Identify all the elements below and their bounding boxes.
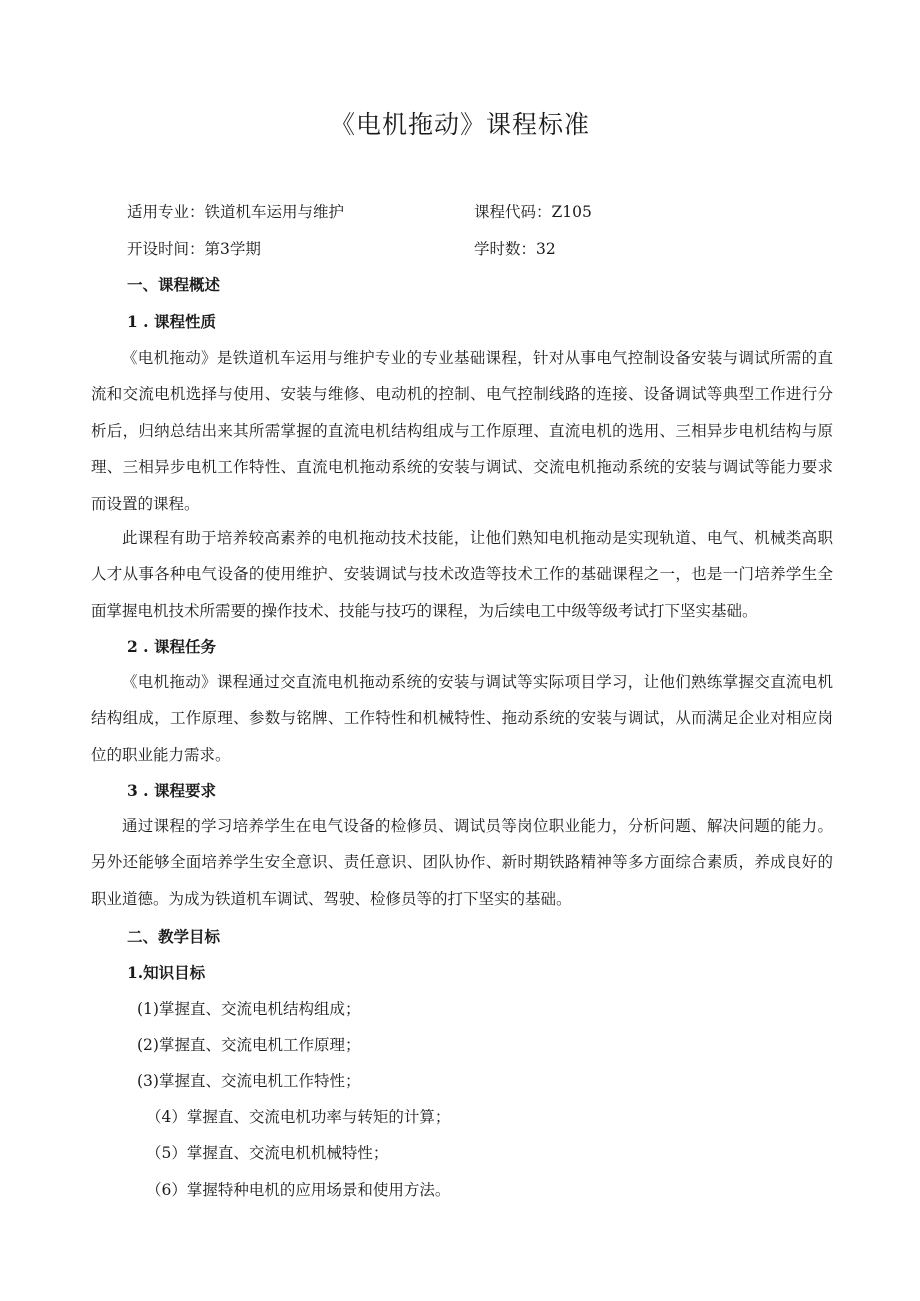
knowledge-goal-item: （6）掌握特种电机的应用场景和使用方法。	[146, 1181, 451, 1199]
subsection-1-1-heading: 1 . 课程性质	[127, 312, 216, 331]
knowledge-goal-item: (1)掌握直、交流电机结构组成；	[137, 1000, 361, 1018]
knowledge-goal-item: (3)掌握直、交流电机工作特性；	[137, 1072, 361, 1090]
major-label: 适用专业：铁道机车运用与维护	[127, 203, 345, 221]
document-title: 《电机拖动》课程标准	[329, 110, 590, 139]
meta-row-2	[127, 236, 827, 262]
meta-row-1	[127, 199, 827, 225]
knowledge-goal-item: (2)掌握直、交流电机工作原理；	[137, 1036, 361, 1054]
term-label: 开设时间：第3学期	[127, 240, 261, 258]
course-code-label: 课程代码：Z105	[474, 203, 592, 221]
course-requirement-paragraph: 通过课程的学习培养学生在电气设备的检修员、调试员等岗位职业能力，分析问题、解决问题的能力。另外还能够全面培养学生安全意识、责任意识、团队协作、新时期铁路精神等多方面综合素质，养成良好的职业道德。为成为铁道机车调试、驾驶、检修员等的打下坚实的基础。	[91, 817, 833, 908]
section-1-heading: 一、课程概述	[127, 275, 221, 294]
course-nature-paragraph: 《电机拖动》是铁道机车运用与维护专业的专业基础课程，针对从事电气控制设备安装与调试所需的直流和交流电机选择与使用、安装与维修、电动机的控制、电气控制线路的连接、设备调试等典型工作进行分析后，归纳总结出来其所需掌握的直流电机结构组成与工作原理、直流电机的选用、三相异步电机结构与原理、三相异步电机工作特性、直流电机拖动系统的安装与调试、交流电机拖动系统的安装与调试等能力要求而设置的课程。	[91, 349, 833, 513]
subsection-2-1-heading: 1.知识目标	[127, 963, 206, 982]
subsection-1-2-heading: 2 . 课程任务	[127, 637, 216, 656]
course-nature-paragraph-2: 此课程有助于培养较高素养的电机拖动技术技能，让他们熟知电机拖动是实现轨道、电气、机械类高职人才从事各种电气设备的使用维护、安装调试与技术改造等技术工作的基础课程之一，也是一门培养学生全面掌握电机技术所需要的操作技术、技能与技巧的课程，为后续电工中级等级考试打下坚实基础。	[91, 529, 833, 620]
knowledge-goal-item: （4）掌握直、交流电机功率与转矩的计算；	[146, 1108, 451, 1126]
subsection-1-3-heading: 3 . 课程要求	[127, 781, 216, 800]
hours-label: 学时数：32	[474, 240, 556, 258]
course-task-paragraph: 《电机拖动》课程通过交直流电机拖动系统的安装与调试等实际项目学习，让他们熟练掌握交直流电机结构组成，工作原理、参数与铭牌、工作特性和机械特性、拖动系统的安装与调试，从而满足企业对相应岗位的职业能力需求。	[91, 673, 833, 764]
knowledge-goal-item: （5）掌握直、交流电机机械特性；	[146, 1144, 389, 1162]
section-2-heading: 二、教学目标	[127, 927, 221, 946]
